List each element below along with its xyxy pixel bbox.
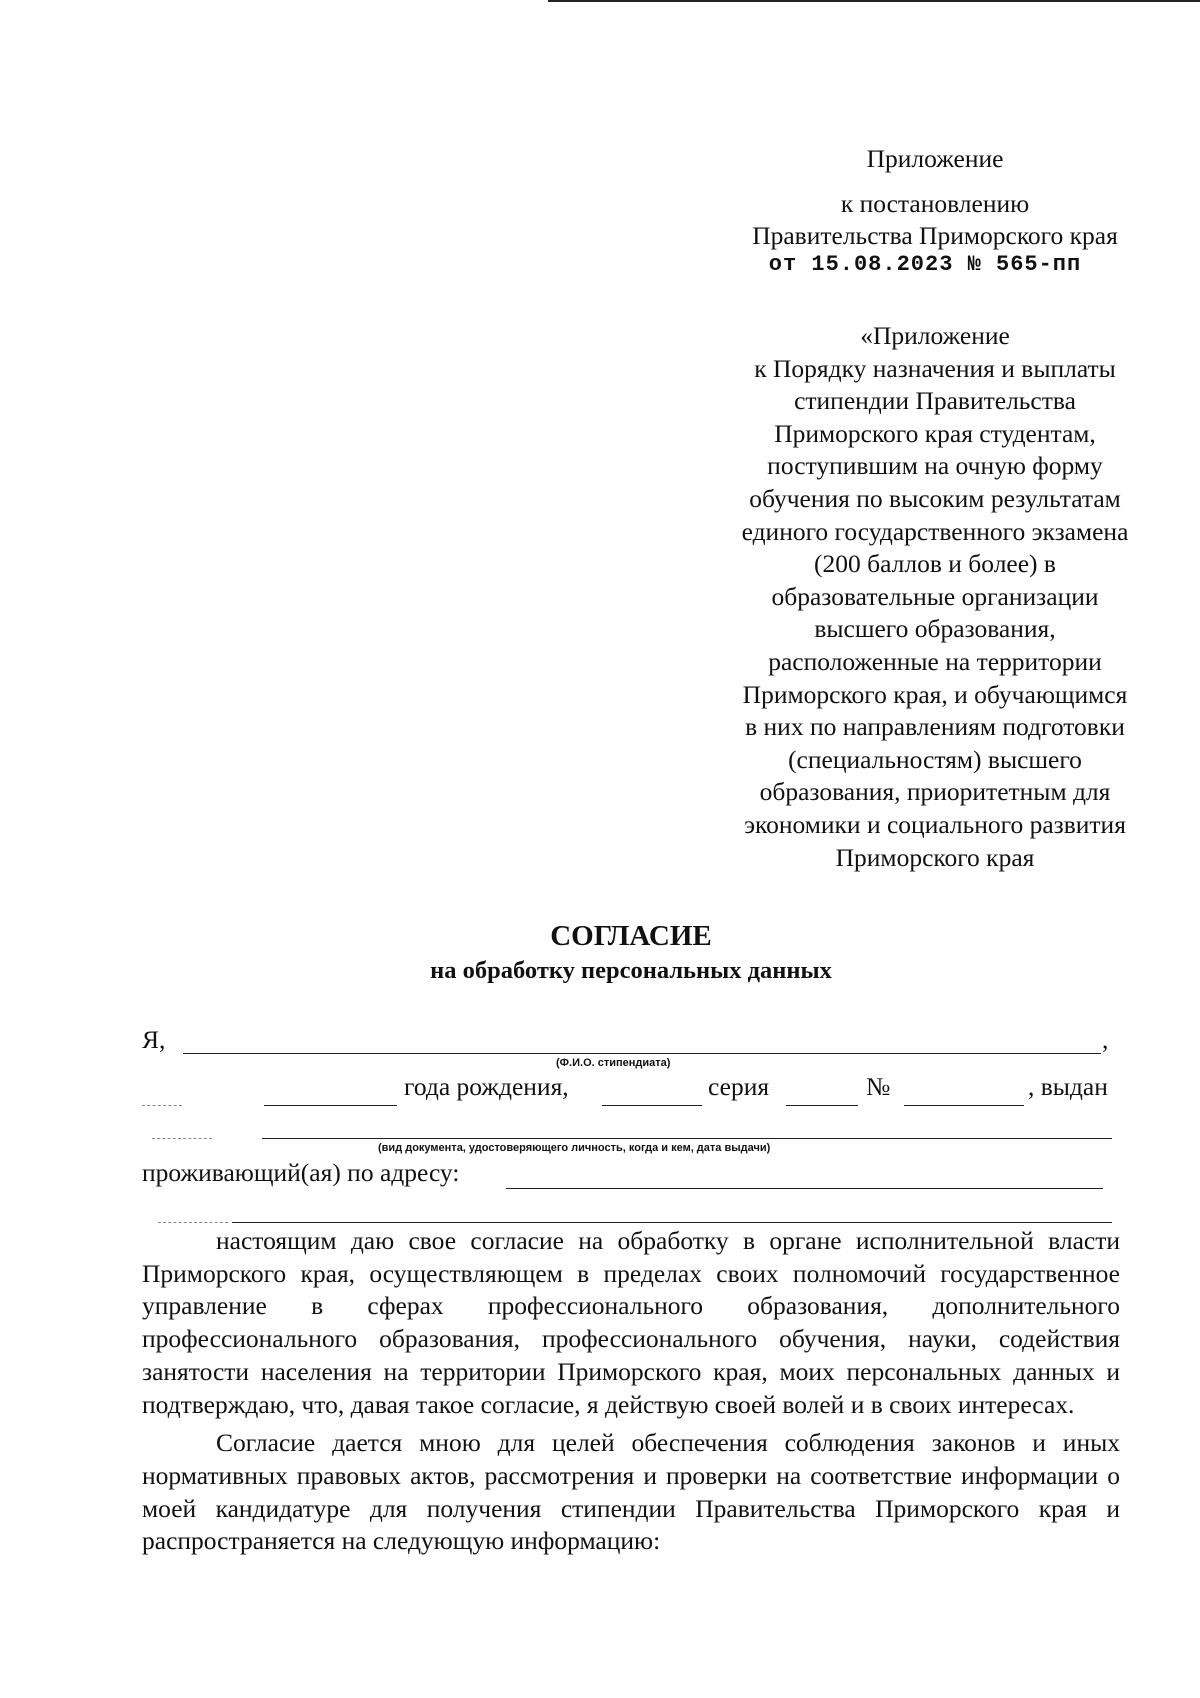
consent-paragraph-1: настоящим даю свое согласие на обработку в органе исполнительной власти Приморского края, осуществляющем в пределах своих полномочий государственное управление в сферах профессионального образования, дополнительного профессионального образования, профессионального обучения, науки, содействия занятости населения на территории Приморского края, моих персональных данных и подтверждаю, что, давая такое согласие, я действую своей волей и в своих интересах.: [142, 1226, 1120, 1419]
birth-label: года рождения,: [404, 1072, 569, 1101]
annex-line: Приморского края студентам,: [774, 418, 1096, 448]
annex-line: обучения по высоким результатам: [749, 483, 1121, 513]
address-field-2[interactable]: [232, 1222, 1112, 1223]
header-line2: Правительства Приморского края: [752, 221, 1118, 251]
address-prefix-dash: [158, 1222, 228, 1224]
annex-line: (200 баллов и более) в: [814, 549, 1056, 579]
annex-line: экономики и социального развития: [744, 809, 1126, 839]
annex-line: образовательные организации: [771, 581, 1099, 611]
consent-paragraph-2: Согласие дается мною для целей обеспечения соблюдения законов и иных нормативных правовых актов, рассмотрения и проверки на соответствие информации о моей кандидатуре для получения стипендии Правительства Приморского края и распространяется на следующую информацию:: [142, 1428, 1120, 1556]
birthdate-prefix-dash: [142, 1105, 182, 1107]
issued-label: , выдан: [1028, 1072, 1108, 1101]
header-block: [700, 143, 1170, 281]
i-label: Я,: [142, 1025, 166, 1054]
annex-line: Приморского края: [835, 842, 1035, 872]
annex-line: единого государственного экзамена: [741, 516, 1129, 546]
annex-line: расположенные на территории: [768, 646, 1102, 676]
annex-line: Приморского края, и обучающимся: [742, 679, 1128, 709]
fio-field[interactable]: [183, 1053, 1101, 1054]
document-caption: (вид документа, удостоверяющего личность, когда и кем, дата выдачи): [378, 1142, 771, 1154]
top-border-line: [548, 0, 1200, 2]
annex-line: «Приложение: [860, 321, 1010, 350]
annex-line: высшего образования,: [814, 614, 1056, 644]
birthdate-field[interactable]: [264, 1105, 397, 1106]
header-line1: к постановлению: [840, 188, 1030, 218]
address-label: проживающий(ая) по адресу:: [142, 1158, 460, 1187]
number-label: №: [866, 1072, 891, 1101]
decree-reference: от 15.08.2023 № 565-пп: [768, 251, 1082, 277]
document-title: СОГЛАСИЕ: [550, 920, 712, 952]
annex-line: (специальностям) высшего: [788, 744, 1082, 774]
consent-body: [142, 1225, 1120, 1558]
header-appendix: Приложение: [866, 144, 1004, 173]
document-prefix-dash: [152, 1138, 212, 1140]
series-field[interactable]: [602, 1105, 702, 1106]
comma-label: ,: [1102, 1025, 1109, 1054]
number-value-field[interactable]: [904, 1105, 1024, 1106]
annex-line: к Порядку назначения и выплаты: [754, 353, 1116, 383]
fio-caption: (Ф.И.О. стипендиата): [556, 1057, 671, 1069]
series-label: серия: [708, 1072, 770, 1101]
annex-block: [700, 320, 1170, 874]
document-field[interactable]: [262, 1138, 1112, 1139]
annex-line: образования, приоритетным для: [759, 777, 1111, 807]
annex-line: стипендии Правительства: [794, 386, 1076, 416]
address-field[interactable]: [506, 1188, 1103, 1189]
annex-line: поступившим на очную форму: [767, 451, 1103, 481]
annex-line: в них по направлениям подготовки: [745, 712, 1125, 742]
number-field[interactable]: [786, 1105, 858, 1106]
document-subtitle: на обработку персональных данных: [430, 957, 832, 984]
